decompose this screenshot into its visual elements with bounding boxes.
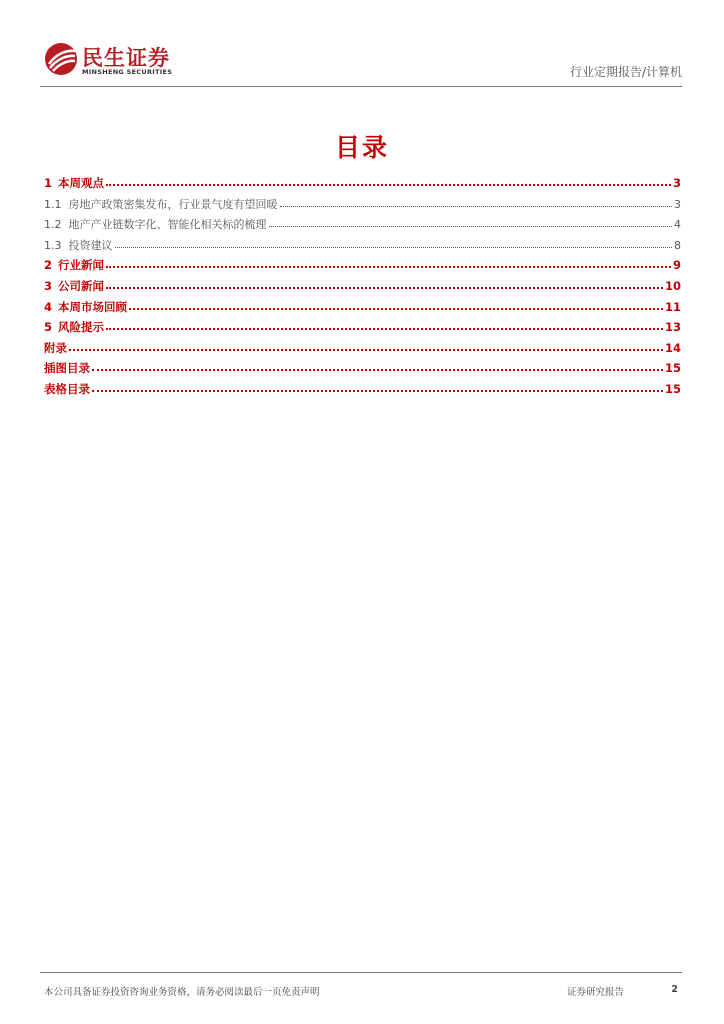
toc-dot-leader <box>69 339 663 351</box>
toc-entry-page: 15 <box>664 361 681 376</box>
toc-entry-page: 15 <box>664 381 681 396</box>
toc-entry-number: 4 <box>44 299 53 314</box>
toc-entry-title: 房地产政策密集发布，行业景气度有望回暖 <box>68 197 278 211</box>
toc-dot-leader <box>106 318 663 330</box>
page-footer <box>40 972 682 1003</box>
toc-entry-page: 14 <box>664 340 681 355</box>
toc-dot-leader <box>280 196 673 207</box>
company-logo <box>40 40 190 80</box>
toc-entry[interactable] <box>44 319 681 340</box>
toc-entry-number: 5 <box>44 320 53 335</box>
toc-dot-leader <box>269 216 673 227</box>
toc-entry-page: 13 <box>664 320 681 335</box>
brand-name-cn: 民生证券 <box>82 46 170 70</box>
toc-entry-title: 地产产业链数字化、智能化相关标的梳理 <box>68 218 267 232</box>
toc-entry[interactable] <box>44 216 681 237</box>
toc-entry[interactable] <box>44 257 681 278</box>
toc-entry-number: 1.3 <box>44 238 62 252</box>
brand-name-en: MINSHENG SECURITIES <box>82 68 173 76</box>
toc-entry-page: 3 <box>672 176 681 190</box>
toc-entry-number: 1.1 <box>44 197 62 211</box>
toc-entry-page: 8 <box>674 238 681 252</box>
toc-entry-title: 风险提示 <box>58 320 105 335</box>
toc-dot-leader <box>129 298 663 310</box>
toc-entry-title: 本周市场回顾 <box>58 299 128 314</box>
toc-entry[interactable] <box>44 299 681 320</box>
toc-entry-number: 2 <box>44 258 53 273</box>
toc-entry-title: 本周观点 <box>58 176 105 190</box>
toc-entry-page: 11 <box>664 299 681 314</box>
toc-entry-title: 行业新闻 <box>58 258 105 273</box>
toc-entry[interactable] <box>44 278 681 299</box>
footer-disclaimer: 本公司具备证券投资咨询业务资格，请务必阅读最后一页免责声明 <box>44 987 320 998</box>
toc-dot-leader <box>106 277 663 289</box>
toc-entry[interactable] <box>44 381 681 402</box>
toc-entry[interactable] <box>44 196 681 217</box>
toc-entry[interactable] <box>44 175 681 196</box>
toc-entry-title: 表格目录 <box>44 381 90 396</box>
toc-entry[interactable] <box>44 237 681 258</box>
page-number: 2 <box>671 984 678 995</box>
toc-entry-title: 插图目录 <box>44 361 90 376</box>
page-header <box>40 38 682 87</box>
toc-title: 目录 <box>334 133 389 162</box>
toc-entry[interactable] <box>44 360 681 381</box>
toc-entry-page: 9 <box>672 258 681 273</box>
toc-entry-title: 附录 <box>44 340 67 355</box>
toc-entry-title: 公司新闻 <box>58 278 105 293</box>
toc-entry-number: 1 <box>44 176 53 190</box>
toc-entry-page: 10 <box>664 278 681 293</box>
toc-dot-leader <box>92 380 663 392</box>
toc-entry-title: 投资建议 <box>68 238 113 252</box>
toc-dot-leader <box>115 237 673 248</box>
toc-entry-page: 3 <box>674 197 681 211</box>
table-of-contents <box>44 175 681 402</box>
toc-entry-page: 4 <box>674 218 681 232</box>
toc-dot-leader <box>106 174 671 186</box>
report-type-label: 行业定期报告/计算机 <box>569 65 682 79</box>
minsheng-logo-icon <box>44 42 78 76</box>
toc-entry-number: 3 <box>44 278 53 293</box>
toc-entry[interactable] <box>44 340 681 361</box>
toc-dot-leader <box>106 256 671 268</box>
toc-entry-number: 1.2 <box>44 218 62 232</box>
footer-doc-type: 证券研究报告 <box>566 987 624 998</box>
toc-dot-leader <box>92 359 663 371</box>
